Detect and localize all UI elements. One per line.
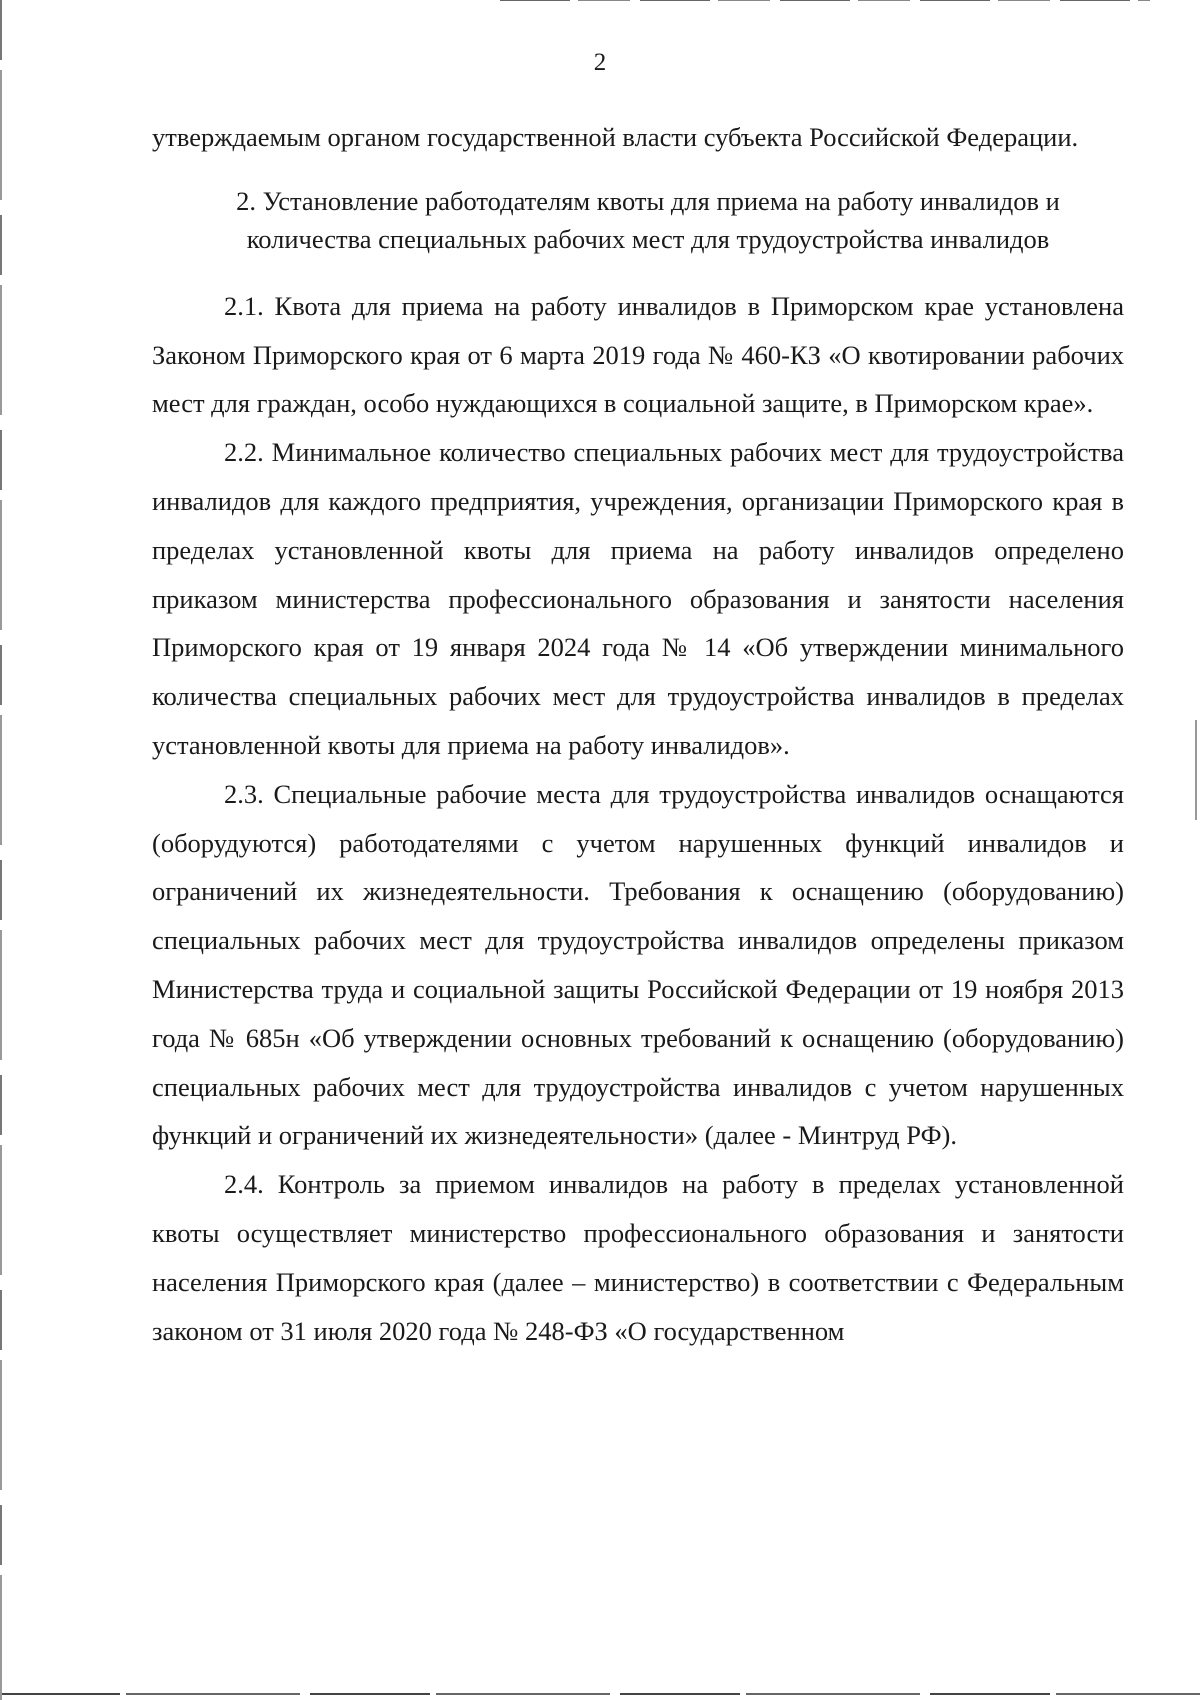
section-heading-line-2: количества специальных рабочих мест для трудоустройства инвалидов [246, 223, 1050, 254]
scan-edge-bottom [0, 1693, 1200, 1695]
page-number: 2 [593, 49, 607, 76]
scan-edge-right [1195, 720, 1197, 820]
paragraph-2-2: 2.2. Минимальное количество специальных рабочих мест для трудоустройства инвалидов для каждого предприятия, учреждения, организации Приморского края в пределах установленной квоты для приема на работу инвалидов определено приказом министерства профессионального образования и занятости населения Приморского края от 19 января 2024 года № 14 «Об утверждении минимального количества специальных рабочих мест для трудоустройства инвалидов в пределах установленной квоты для приема на работу инвалидов». [152, 437, 1124, 760]
document-body [152, 113, 1124, 1355]
scan-edge-top [500, 0, 1150, 1]
paragraph-2-3: 2.3. Специальные рабочие места для трудоустройства инвалидов оснащаются (оборудуются) работодателями с учетом нарушенных функций инвалидов и ограничений их жизнедеятельности. Требования к оснащению (оборудованию) специальных рабочих мест для трудоустройства инвалидов определены приказом Министерства труда и социальной защиты Российской Федерации от 19 ноября 2013 года № 685н «Об утверждении основных требований к оснащению (оборудованию) специальных рабочих мест для трудоустройства инвалидов с учетом нарушенных функций и ограничений их жизнедеятельности» (далее - Минтруд РФ). [152, 778, 1124, 1151]
paragraph-continuation: утверждаемым органом государственной власти субъекта Российской Федерации. [152, 122, 1079, 152]
paragraph-2-4: 2.4. Контроль за приемом инвалидов на работу в пределах установленной квоты осуществляет министерство профессионального образования и занятости населения Приморского края (далее – министерство) в соответствии с Федеральным законом от 31 июля 2020 года № 248-ФЗ «О государственном [152, 1169, 1124, 1346]
paragraph-2-1: 2.1. Квота для приема на работу инвалидов в Приморском крае установлена Законом Приморского края от 6 марта 2019 года № 460-КЗ «О квотировании рабочих мест для граждан, особо нуждающихся в социальной защите, в Приморском крае». [152, 290, 1124, 419]
section-heading [152, 182, 1124, 258]
section-heading-line-1: 2. Установление работодателям квоты для приема на работу инвалидов и [236, 185, 1060, 216]
scan-edge-left [0, 0, 2, 1700]
